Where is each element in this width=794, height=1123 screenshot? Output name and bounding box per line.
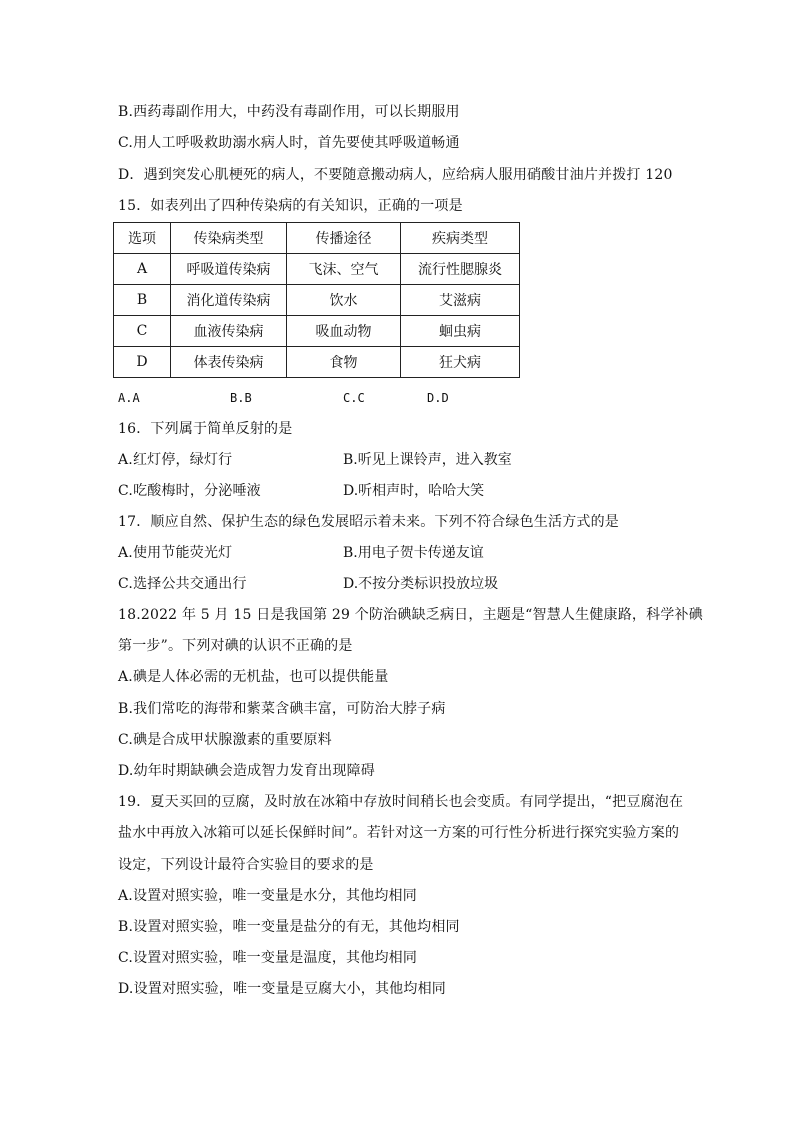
table-cell: 饮水 [287,285,401,316]
infectious-disease-table [113,222,520,378]
table-header-cell: 传染病类型 [171,223,287,254]
table-header-row [114,223,520,254]
question-19-stem-line-2: 盐水中再放入冰箱可以延长保鲜时间”。若针对这一方案的可行性分析进行探究实验方案的 [118,825,680,841]
question-19-option-c: C.设置对照实验，唯一变量是温度，其他均相同 [118,950,418,966]
question-17-stem: 17．顺应自然、保护生态的绿色发展昭示着未来。下列不符合绿色生活方式的是 [118,514,620,530]
question-18-stem-line-1: 18.2022 年 5 月 15 日是我国第 29 个防治碘缺乏病日，主题是“智慧人生健康路，科学补碘 [118,607,703,623]
question-16-option-d: D.听相声时，哈哈大笑 [343,483,485,499]
question-18-option-a: A.碘是人体必需的无机盐，也可以提供能量 [118,669,389,685]
question-19-option-d: D.设置对照实验，唯一变量是豆腐大小，其他均相同 [118,981,446,997]
question-18-stem-line-2: 第一步”。下列对碘的认识不正确的是 [118,638,353,654]
table-cell: 消化道传染病 [171,285,287,316]
question-19-stem-line-3: 设定，下列设计最符合实验目的要求的是 [118,857,374,873]
table-row [114,285,520,316]
question-18-option-c: C.碘是合成甲状腺激素的重要原料 [118,732,332,748]
question-18-option-b: B.我们常吃的海带和紫菜含碘丰富，可防治大脖子病 [118,701,446,717]
table-row [114,316,520,347]
table-cell: 流行性腮腺炎 [401,254,520,285]
table-header-cell: 疾病类型 [401,223,520,254]
question-14-option-d: D．遇到突发心肌梗死的病人，不要随意搬动病人，应给病人服用硝酸甘油片并拨打 120 [118,167,673,183]
table-cell: 飞沫、空气 [287,254,401,285]
question-14-option-c: C.用人工呼吸救助溺水病人时，首先要使其呼吸道畅通 [118,135,460,151]
question-19-stem-line-1: 19．夏天买回的豆腐，及时放在冰箱中存放时间稍长也会变质。有同学提出，“把豆腐泡在 [118,794,684,810]
table-cell: B [114,285,171,316]
table-cell: 艾滋病 [401,285,520,316]
question-19-option-a: A.设置对照实验，唯一变量是水分，其他均相同 [118,888,417,904]
question-17-option-b: B.用电子贺卡传递友谊 [343,545,484,561]
question-14-option-b: B.西药毒副作用大，中药没有毒副作用，可以长期服用 [118,104,460,120]
table-cell: A [114,254,171,285]
table-cell: 食物 [287,347,401,378]
question-17-option-a: A.使用节能荧光灯 [118,545,233,561]
table-cell: D [114,347,171,378]
table-cell: C [114,316,171,347]
question-18-option-d: D.幼年时期缺碘会造成智力发育出现障碍 [118,763,375,779]
question-15-option-b: B.B [230,391,252,405]
question-16-option-b: B.听见上课铃声，进入教室 [343,452,512,468]
question-15-option-c: C.C [343,391,365,405]
table-header-cell: 选项 [114,223,171,254]
question-15-option-a: A.A [118,391,140,405]
table-row [114,347,520,378]
question-17-option-c: C.选择公共交通出行 [118,576,247,592]
question-15-stem: 15．如表列出了四种传染病的有关知识，正确的一项是 [118,198,463,214]
question-16-option-c: C.吃酸梅时，分泌唾液 [118,483,261,499]
table-cell: 蛔虫病 [401,316,520,347]
question-19-option-b: B.设置对照实验，唯一变量是盐分的有无，其他均相同 [118,919,460,935]
table-cell: 体表传染病 [171,347,287,378]
table-row [114,254,520,285]
table-cell: 呼吸道传染病 [171,254,287,285]
question-17-option-d: D.不按分类标识投放垃圾 [343,576,499,592]
question-16-stem: 16．下列属于简单反射的是 [118,421,293,437]
table-cell: 狂犬病 [401,347,520,378]
table-cell: 血液传染病 [171,316,287,347]
table-cell: 吸血动物 [287,316,401,347]
question-15-option-d: D.D [427,391,449,405]
question-16-option-a: A.红灯停，绿灯行 [118,452,233,468]
table-header-cell: 传播途径 [287,223,401,254]
